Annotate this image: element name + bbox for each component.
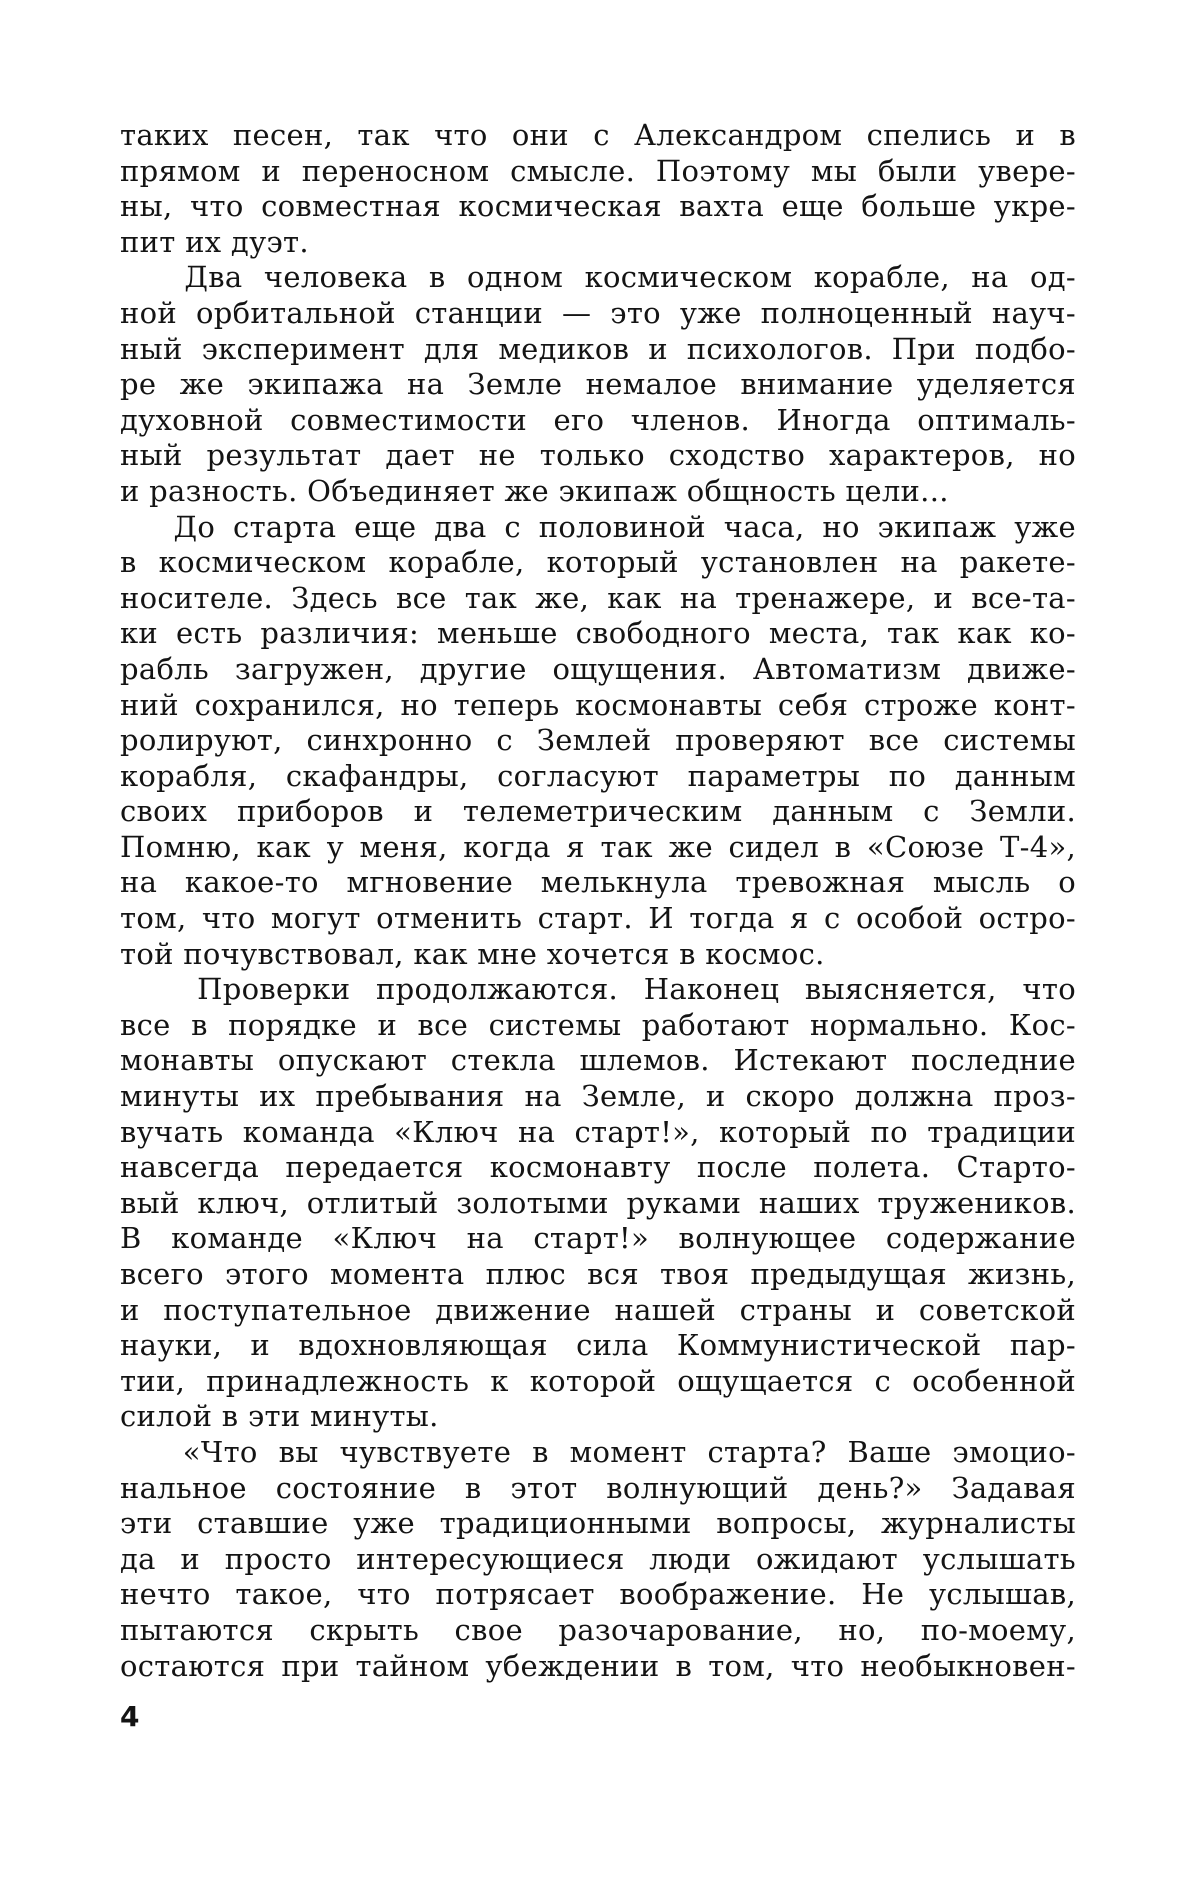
- text-line: эти ставшие уже традиционными вопросы, журналисты: [120, 1506, 1076, 1541]
- text-line: монавты опускают стекла шлемов. Истекают последние: [120, 1043, 1076, 1078]
- text-line: навсегда передается космонавту после полета. Старто-: [120, 1150, 1076, 1185]
- page-body: [120, 118, 1076, 1684]
- text-line: том, что могут отменить старт. И тогда я с особой остро-: [120, 901, 1076, 936]
- text-line: да и просто интересующиеся люди ожидают услышать: [120, 1541, 1076, 1576]
- page-number: 4: [120, 1700, 140, 1733]
- text-line: До старта еще два с половиной часа, но экипаж уже: [120, 509, 1076, 544]
- text-line: на какое-то мгновение мелькнула тревожная мысль о: [120, 865, 1076, 900]
- text-line: науки, и вдохновляющая сила Коммунистической пар-: [120, 1328, 1076, 1363]
- text-line: корабля, скафандры, согласуют параметры по данным: [120, 758, 1076, 793]
- text-line: ный результат дает не только сходство характеров, но: [120, 438, 1076, 473]
- text-line: ки есть различия: меньше свободного места, так как ко-: [120, 616, 1076, 651]
- text-line: минуты их пребывания на Земле, и скоро должна проз-: [120, 1079, 1076, 1114]
- text-line: той почувствовал, как мне хочется в космос.: [120, 936, 825, 971]
- text-line: Два человека в одном космическом корабле, на од-: [120, 260, 1076, 295]
- text-line: рабль загружен, другие ощущения. Автоматизм движе-: [120, 651, 1076, 686]
- text-line: нальное состояние в этот волнующий день?» Задавая: [120, 1470, 1076, 1505]
- text-line: все в порядке и все системы работают нормально. Кос-: [120, 1007, 1076, 1042]
- text-line: пит их дуэт.: [120, 224, 309, 259]
- text-line: Проверки продолжаются. Наконец выясняется, что: [120, 972, 1076, 1007]
- text-line: духовной совместимости его членов. Иногда оптималь-: [120, 402, 1076, 437]
- text-line: нечто такое, что потрясает воображение. Не услышав,: [120, 1577, 1076, 1612]
- text-line: ны, что совместная космическая вахта еще больше укре-: [120, 189, 1076, 224]
- text-line: ной орбитальной станции — это уже полноценный науч-: [120, 295, 1076, 330]
- text-line: В команде «Ключ на старт!» волнующее содержание: [120, 1221, 1076, 1256]
- text-line: ный эксперимент для медиков и психологов. При подбо-: [120, 331, 1076, 366]
- text-line: и разность. Объединяет же экипаж общность цели...: [120, 473, 949, 508]
- text-line: тии, принадлежность к которой ощущается с особенной: [120, 1363, 1076, 1398]
- text-line: в космическом корабле, который установлен на ракете-: [120, 545, 1076, 580]
- text-line: ролируют, синхронно с Землей проверяют все системы: [120, 723, 1076, 758]
- text-line: таких песен, так что они с Александром спелись и в: [120, 118, 1076, 152]
- text-line: ний сохранился, но теперь космонавты себя строже конт-: [120, 687, 1076, 722]
- text-line: силой в эти минуты.: [120, 1399, 439, 1434]
- text-line: и поступательное движение нашей страны и советской: [120, 1292, 1076, 1327]
- text-line: носителе. Здесь все так же, как на тренажере, и все-та-: [120, 580, 1076, 615]
- text-line: ре же экипажа на Земле немалое внимание уделяется: [120, 367, 1076, 402]
- text-line: вучать команда «Ключ на старт!», который по традиции: [120, 1114, 1076, 1149]
- text-line: остаются при тайном убеждении в том, что необыкновен-: [120, 1648, 1076, 1683]
- text-line: «Что вы чувствуете в момент старта? Ваше эмоцио-: [120, 1434, 1076, 1469]
- text-line: своих приборов и телеметрическим данным с Земли.: [120, 794, 1076, 829]
- text-line: вый ключ, отлитый золотыми руками наших тружеников.: [120, 1185, 1076, 1220]
- text-line: Помню, как у меня, когда я так же сидел в «Союзе Т-4»,: [120, 829, 1076, 864]
- text-line: прямом и переносном смысле. Поэтому мы были увере-: [120, 153, 1076, 188]
- text-line: пытаются скрыть свое разочарование, но, по-моему,: [120, 1612, 1076, 1647]
- text-line: всего этого момента плюс вся твоя предыдущая жизнь,: [120, 1257, 1076, 1291]
